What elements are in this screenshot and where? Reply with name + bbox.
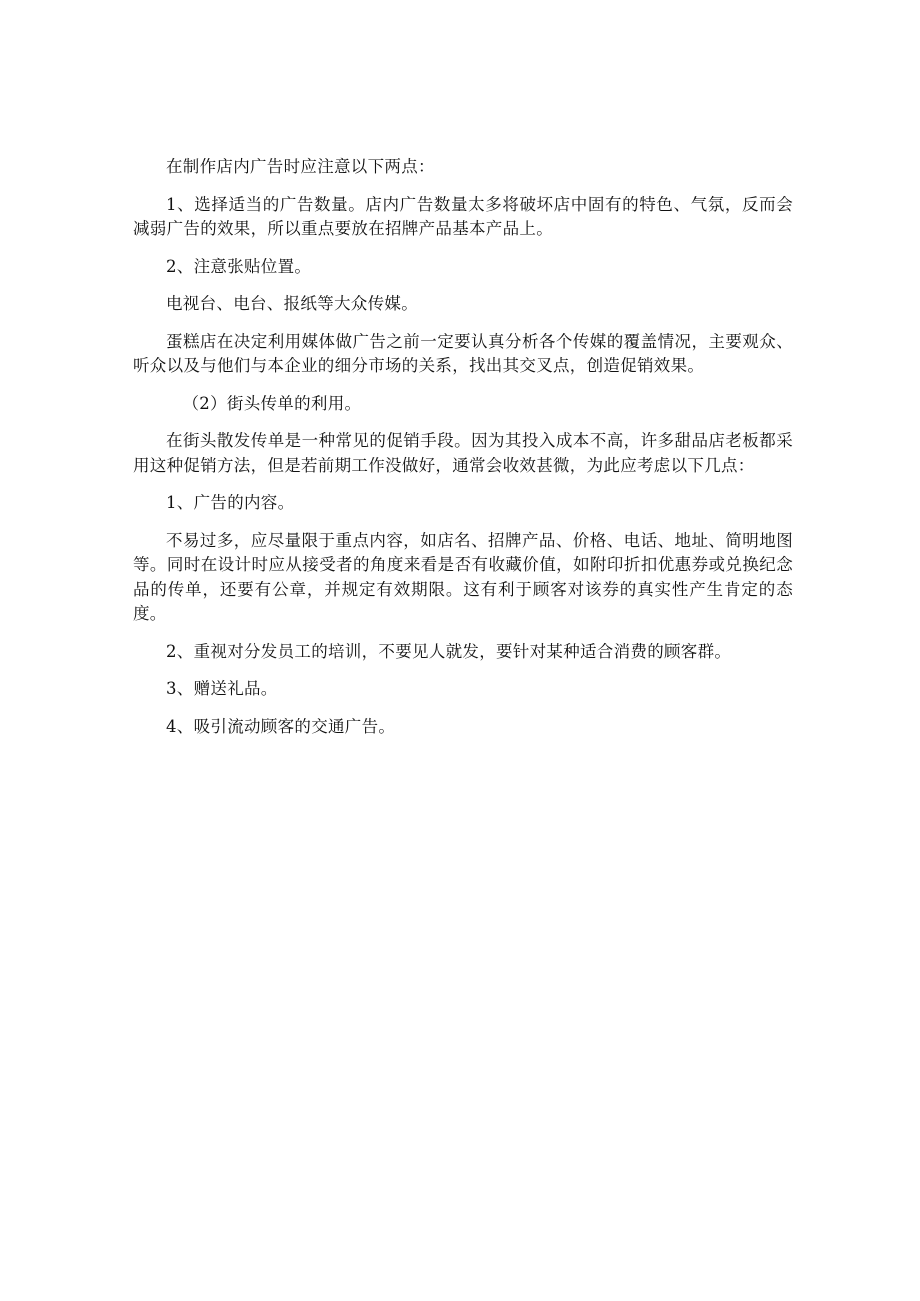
paragraph-flyer-point-1: 1、广告的内容。 bbox=[166, 493, 295, 512]
paragraph-flyer-point-3: 3、赠送礼品。 bbox=[166, 679, 278, 698]
paragraph-media-analysis: 蛋糕店在决定利用媒体做广告之前一定要认真分析各个传媒的覆盖情况，主要观众、听众以及与他们与本企业的细分市场的关系，找出其交叉点，创造促销效果。 bbox=[133, 331, 793, 375]
heading-street-flyers: （2）街头传单的利用。 bbox=[182, 393, 362, 413]
paragraph-intro: 在制作店内广告时应注意以下两点： bbox=[166, 157, 435, 176]
paragraph-flyer-point-2: 2、重视对分发员工的培训，不要见人就发，要针对某种适合消费的顾客群。 bbox=[166, 641, 732, 661]
document-body bbox=[133, 155, 793, 752]
paragraph-mass-media: 电视台、电台、报纸等大众传媒。 bbox=[166, 294, 418, 313]
paragraph-flyers-intro: 在街头散发传单是一种常见的促销手段。因为其投入成本不高，许多甜品店老板都采用这种促销方法，但是若前期工作没做好，通常会收效甚微，为此应考虑以下几点： bbox=[133, 431, 793, 475]
paragraph-flyer-point-4: 4、吸引流动顾客的交通广告。 bbox=[166, 716, 396, 736]
paragraph-point-2: 2、注意张贴位置。 bbox=[166, 256, 312, 276]
paragraph-flyer-content: 不易过多，应尽量限于重点内容，如店名、招牌产品、价格、电话、地址、简明地图等。同时在设计时应从接受者的角度来看是否有收藏价值，如附印折扣优惠券或兑换纪念品的传单，还要有公章，并规定有效期限。这有利于顾客对该券的真实性产生肯定的态度。 bbox=[133, 530, 793, 623]
paragraph-point-1: 1、选择适当的广告数量。店内广告数量太多将破坏店中固有的特色、气氛，反而会减弱广告的效果，所以重点要放在招牌产品基本产品上。 bbox=[133, 194, 793, 238]
